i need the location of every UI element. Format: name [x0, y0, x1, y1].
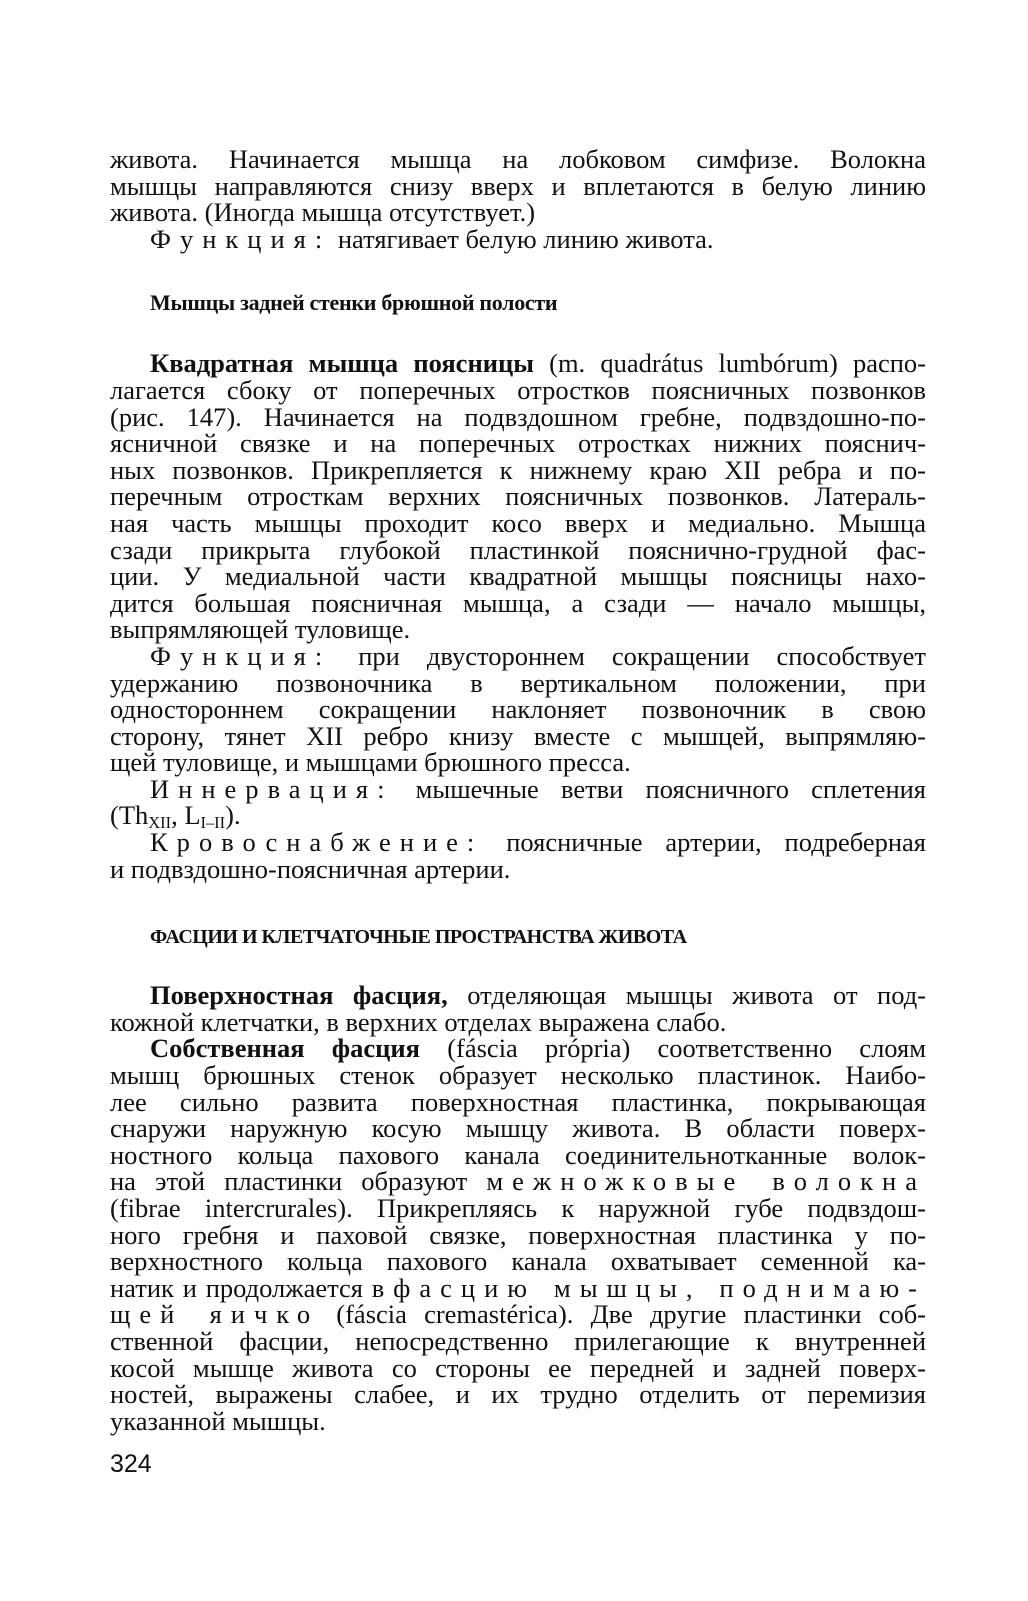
text-line: удержанию позвоночника в вертикальном положении, при [110, 667, 926, 698]
subscript: XII [148, 813, 172, 833]
text-line: ясничной связке и на поперечных отростках нижних пояснич- [110, 428, 926, 459]
text-run: на этой пластинки образуют [110, 1166, 487, 1197]
text-run: (fáscia própria) соответственно слоям [420, 1033, 926, 1064]
text-run: натягивает белую линию живота. [331, 223, 714, 254]
text-run: натик и продолжается в [110, 1272, 394, 1303]
text-line: дится большая поясничная мышца, а сзади — начало мышцы, [110, 587, 926, 618]
text-run: мышечные ветви поясничного сплетения [393, 773, 926, 804]
text-line [110, 1301, 926, 1328]
text-line: лее сильно развита поверхностная пластинка, покрывающая [110, 1086, 926, 1117]
text-run: (Th [110, 800, 149, 831]
text-run: , L [171, 800, 201, 831]
text-line: выпрямляющей туловище. [110, 614, 411, 645]
page-number: 324 [110, 1450, 152, 1478]
paragraph [110, 640, 926, 778]
subscript: I–II [200, 813, 226, 833]
text-run: при двустороннем сокращении способствует [331, 640, 926, 671]
text-line: ностей, выражены слабее, и их трудно отделить от перемизия [110, 1379, 926, 1410]
text-line: одностороннем сокращении наклоняет позвоночник в свою [110, 694, 926, 725]
text-line: и подвздошно-поясничная артерии. [110, 853, 511, 884]
text-run: поясничные артерии, подреберная [483, 827, 926, 858]
bold-term: Собственная фасция [150, 1033, 421, 1064]
text-run: (fibrae intercrurales) [110, 1193, 347, 1223]
text-line: живота. (Иногда мышца отсутствует.) [110, 197, 536, 228]
spaced-term: Иннервация: [150, 773, 394, 804]
text-line [110, 1168, 926, 1195]
paragraph [110, 773, 926, 833]
text-line: кожной клетчатки, в верхних отделах выражена слабо. [110, 1006, 727, 1037]
text-line [110, 350, 926, 377]
spaced-term: щей яичко [110, 1299, 320, 1330]
text-line: верхностного кольца пахового канала охватывает семенной ка- [110, 1246, 926, 1277]
text-run: ). [225, 800, 241, 831]
text-line: косой мышце живота со стороны ее передней и задней поверх- [110, 1352, 926, 1383]
text-line: сзади прикрыта глубокой пластинкой пояснично-грудной фас- [110, 534, 926, 565]
spaced-term: фасцию мышцы, поднимаю- [393, 1272, 926, 1303]
text-line: ных позвонков. Прикрепляется к нижнему краю XII ребра и по- [110, 454, 926, 485]
paragraph [110, 1035, 926, 1434]
text-line [110, 1035, 926, 1062]
text-line [110, 773, 926, 804]
paragraph [110, 223, 926, 254]
text-line: ная часть мышцы проходит косо вверх и медиально. Мышца [110, 507, 926, 538]
bold-term: Квадратная мышца поясницы [150, 348, 534, 379]
text-line: сторону, тянет XII ребро книзу вместе с мышцей, выпрямляю- [110, 720, 926, 751]
paragraph [110, 350, 926, 643]
text-line [110, 223, 926, 254]
spaced-term: Кровоснабжение: [150, 827, 484, 858]
text-line [110, 640, 926, 671]
text-line: мышц брюшных стенок образует несколько пластинок. Наибо- [110, 1060, 926, 1091]
text-line: щей туловище, и мышцами брюшного пресса. [110, 747, 631, 778]
text-line: снаружи наружную косую мышцу живота. В области поверх- [110, 1113, 926, 1144]
paragraph [110, 146, 926, 226]
text-line: ственной фасции, непосредственно прилегающие к внутренней [110, 1325, 926, 1356]
text-run: . Прикрепляясь к наружной губе подвздош- [346, 1193, 926, 1223]
section-heading: Мышцы задней стенки брюшной полости [150, 290, 558, 316]
text-run: (m. quadrátus lumbórum) распо- [533, 348, 926, 379]
paragraph [110, 829, 926, 882]
text-line [110, 829, 926, 856]
text-run: отделяющая мышцы живота от под- [447, 980, 926, 1011]
paragraph [110, 982, 926, 1035]
spaced-term: Функция: [150, 640, 332, 671]
text-line [110, 800, 926, 833]
text-line [110, 1272, 926, 1303]
text-line: живота. Начинается мышца на лобковом симфизе. Волокна [110, 144, 926, 174]
text-run: (fáscia cremastérica). Две другие пластинки соб- [319, 1299, 927, 1330]
text-line [110, 982, 926, 1009]
text-line: мышцы направляются снизу вверх и вплетаются в белую линию [110, 170, 926, 201]
text-line: (рис. 147). Начинается на подвздошном гребне, подвздошно-по- [110, 401, 926, 432]
text-line: лагается сбоку от поперечных отростков поясничных позвонков [110, 374, 926, 405]
text-line: ностного кольца пахового канала соединительнотканные волок- [110, 1139, 926, 1170]
text-line: перечным отросткам верхних поясничных позвонков. Латераль- [110, 481, 926, 512]
page-content [110, 146, 926, 1434]
text-line: ного гребня и паховой связке, поверхностная пластинка у по- [110, 1219, 926, 1250]
text-line: ции. У медиальной части квадратной мышцы поясницы нахо- [110, 561, 926, 592]
spaced-term: Функция: [150, 223, 332, 254]
text-line: указанной мышцы. [110, 1405, 326, 1436]
spaced-term: межножковые волокна [486, 1166, 926, 1197]
section-heading: ФАСЦИИ И КЛЕТЧАТОЧНЫЕ ПРОСТРАНСТВА ЖИВОТА [150, 926, 687, 949]
bold-term: Поверхностная фасция, [150, 980, 448, 1011]
text-line [110, 1195, 926, 1222]
